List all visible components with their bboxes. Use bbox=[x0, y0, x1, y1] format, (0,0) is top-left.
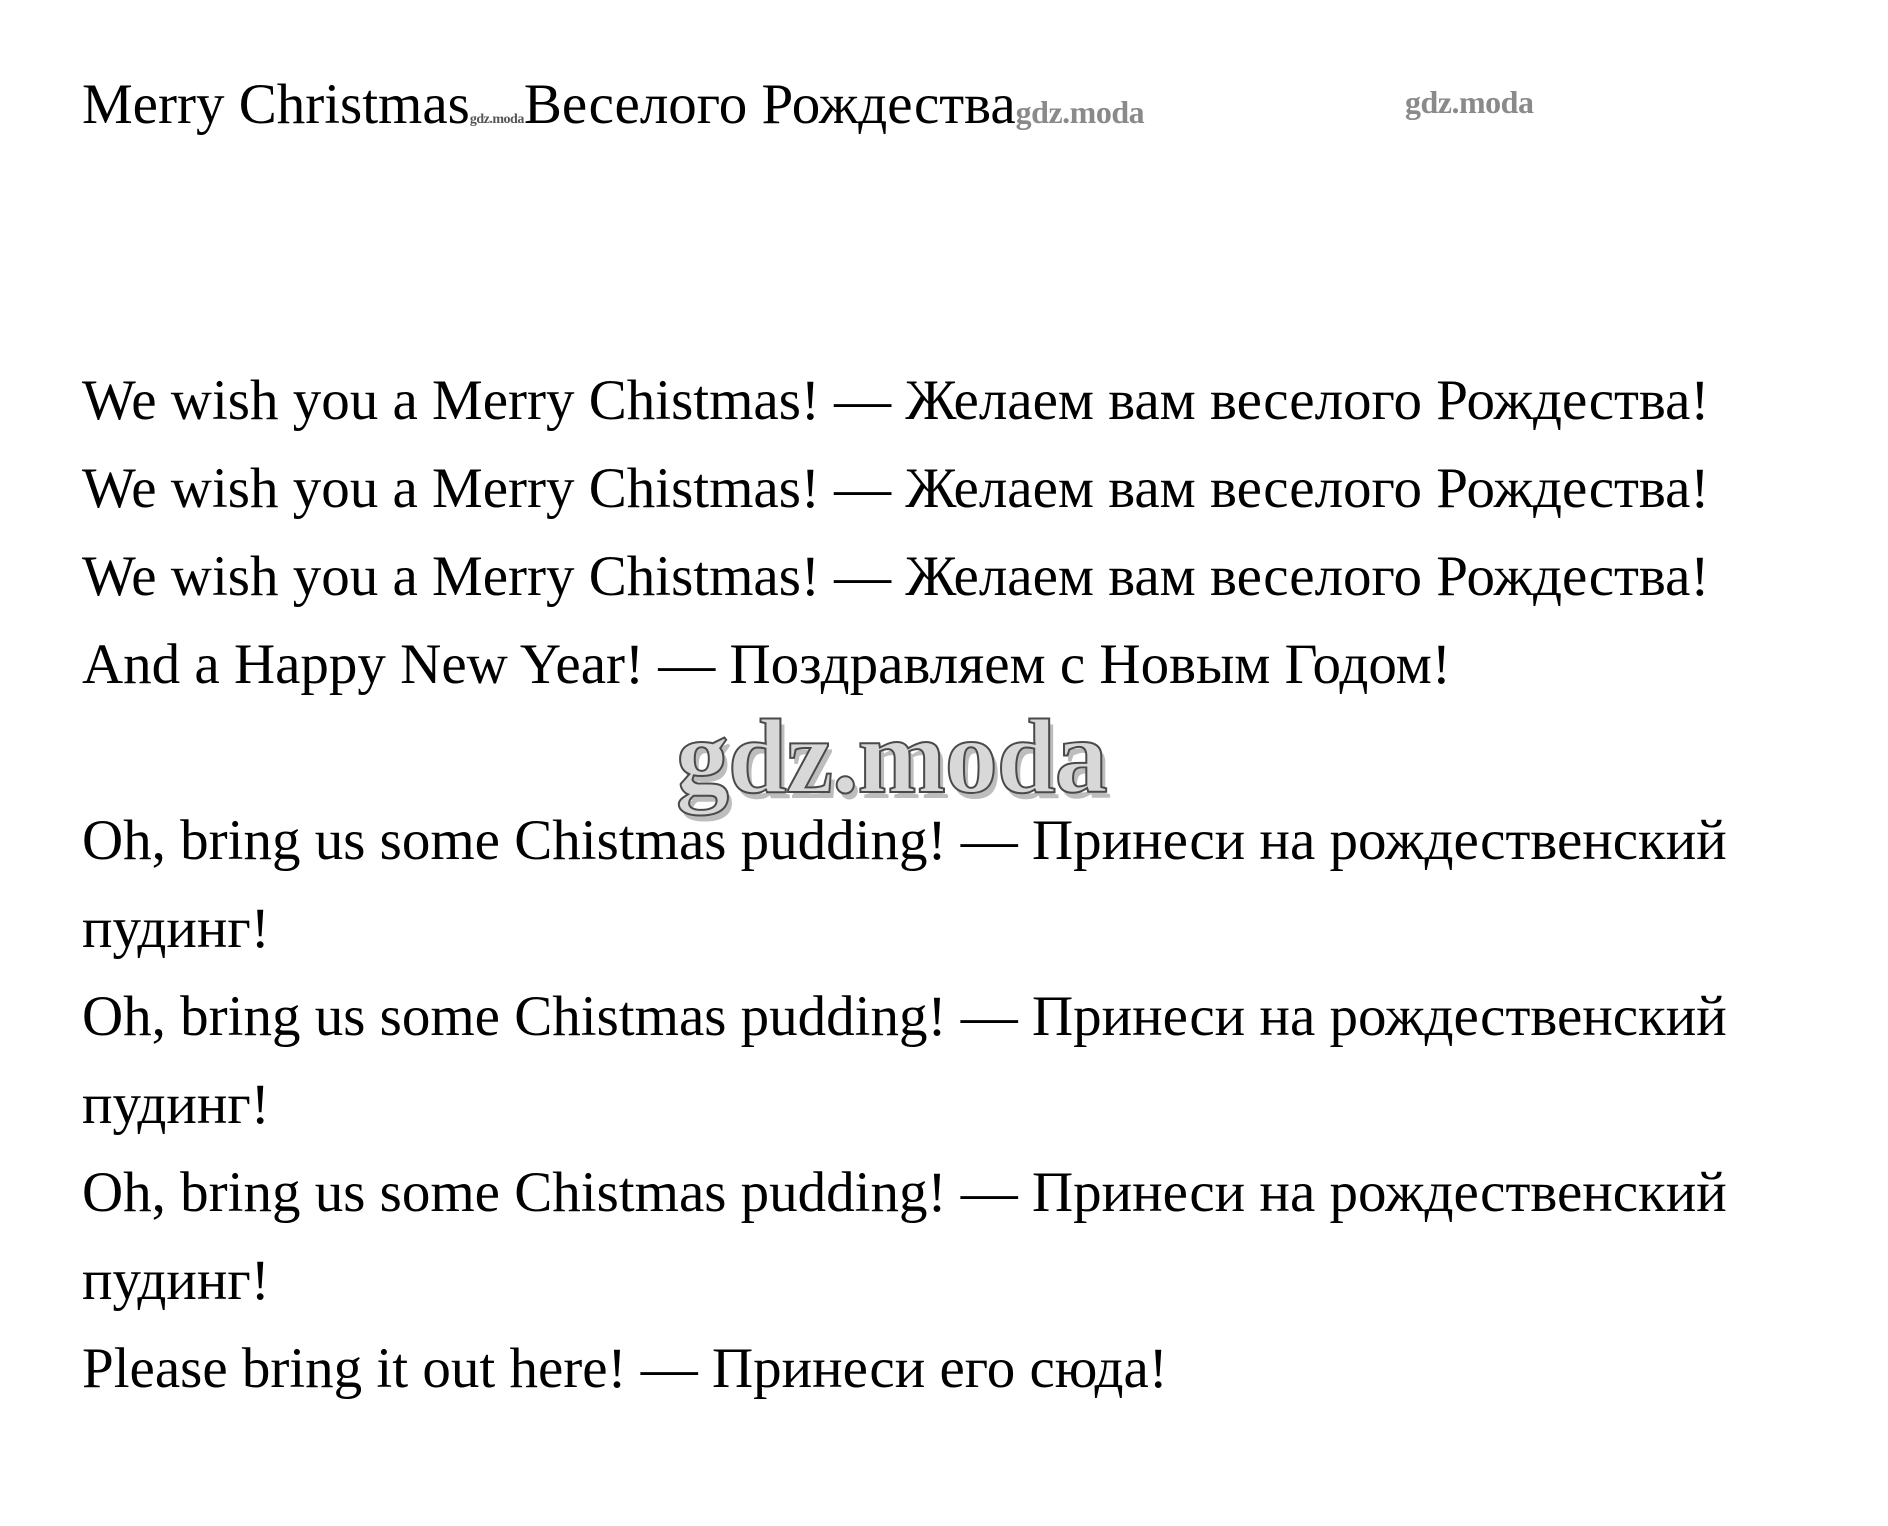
title-english: Merry Christmas bbox=[82, 73, 470, 136]
watermark-tiny: gdz.moda bbox=[469, 112, 524, 127]
lyric-line: пудинг! bbox=[82, 1249, 270, 1312]
lyric-line: Oh, bring us some Chistmas pudding! — Принеси на рождественский bbox=[82, 809, 1727, 872]
lyric-line: пудинг! bbox=[82, 897, 270, 960]
lyric-line: And a Happy New Year! — Поздравляем с Новым Годом! bbox=[82, 633, 1451, 696]
lyric-line: Oh, bring us some Chistmas pudding! — Принеси на рождественский bbox=[82, 1161, 1727, 1224]
watermark-center: gdz.moda bbox=[676, 698, 1107, 815]
title-russian: Веселого Рождества bbox=[523, 73, 1016, 136]
watermark-top-right: gdz.moda bbox=[1405, 84, 1534, 120]
lyric-line: пудинг! bbox=[82, 1073, 270, 1136]
lyric-line: We wish you a Merry Chistmas! — Желаем вам веселого Рождества! bbox=[82, 545, 1710, 608]
page-title bbox=[82, 72, 1144, 153]
lyric-line: We wish you a Merry Chistmas! — Желаем вам веселого Рождества! bbox=[82, 369, 1710, 432]
watermark-title: gdz.moda bbox=[1015, 94, 1145, 130]
lyric-line: Oh, bring us some Chistmas pudding! — Принеси на рождественский bbox=[82, 985, 1727, 1048]
lyric-line: Please bring it out here! — Принеси его сюда! bbox=[82, 1337, 1168, 1400]
lyric-line: We wish you a Merry Chistmas! — Желаем вам веселого Рождества! bbox=[82, 457, 1710, 520]
